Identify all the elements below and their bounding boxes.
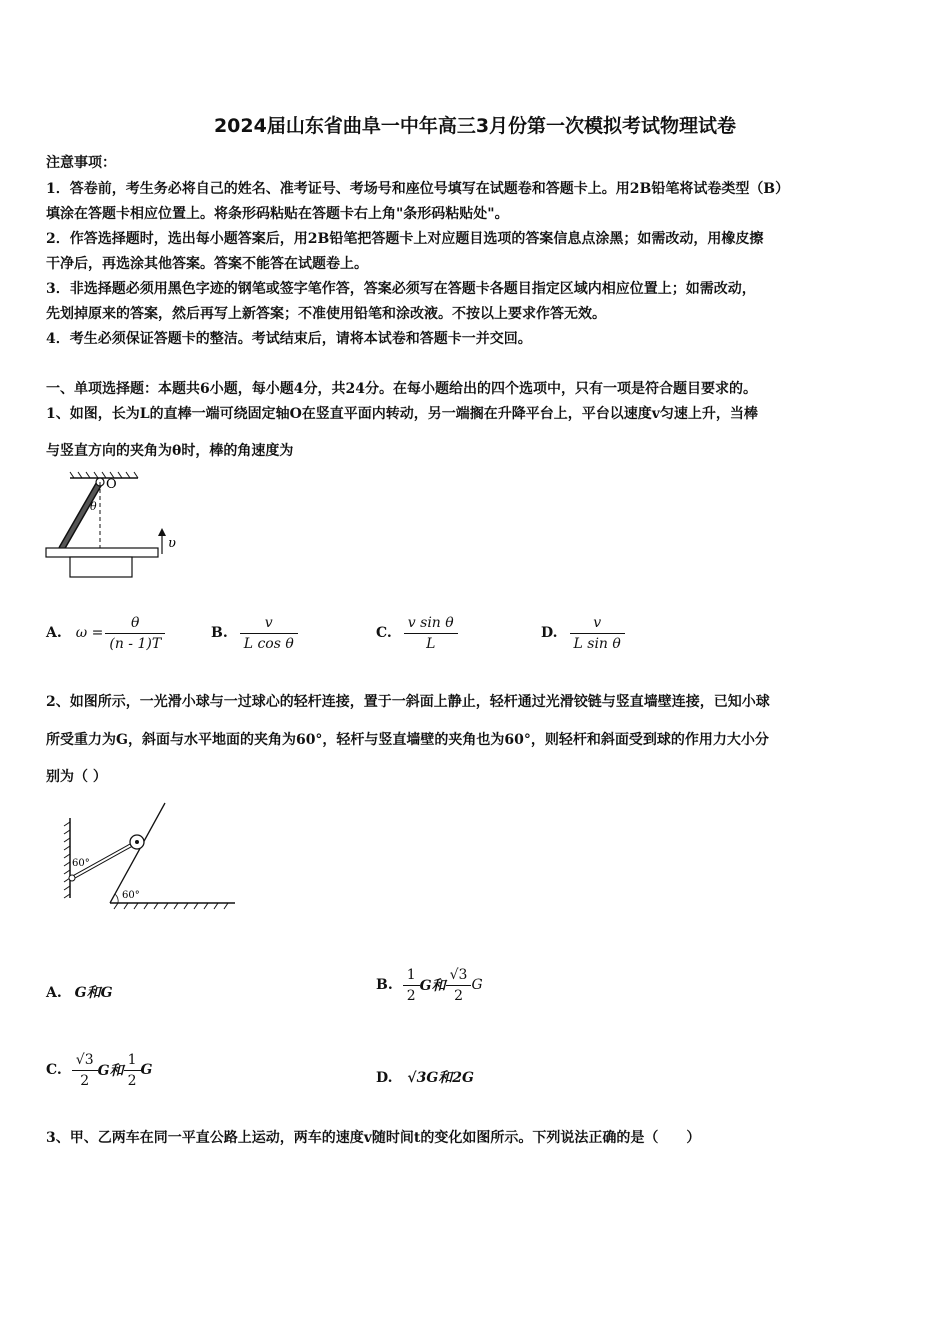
rod-platform-figure: [40, 470, 190, 585]
omega-lhs: ω =: [75, 625, 104, 641]
label-v: υ: [168, 536, 176, 551]
label-ground-angle: 60°: [122, 890, 140, 901]
option-text: G和: [97, 1063, 124, 1079]
option-text: G和: [419, 978, 446, 994]
question-2-text: 2、如图所示，一光滑小球与一过球心的轻杆连接，置于一斜面上静止，轻杆通过光滑铰链与竖直墙壁连接，已知小球: [46, 694, 770, 710]
section-heading: 一、单项选择题：本题共6小题，每小题4分，共24分。在每小题给出的四个选项中，只有一项是符合题目要求的。: [46, 381, 757, 397]
option-letter: A.: [46, 625, 62, 641]
label-wall-angle: 60°: [72, 858, 90, 869]
question-1-text: 1、如图，长为L的直棒一端可绕固定轴O在竖直平面内转动，另一端搁在升降平台上，平台以速度v匀速上升，当棒: [46, 406, 758, 422]
option-text: √3G和2G: [407, 1070, 474, 1086]
fraction: $\frac{\text{v sin θ}}{L}$: [404, 615, 458, 652]
notes-line: 3．非选择题必须用黑色字迹的钢笔或签字笔作答，答案必须写在答题卡各题目指定区域内相应位置上；如需改动，: [46, 281, 756, 297]
q1-option-b[interactable]: [211, 608, 298, 658]
option-letter: D.: [541, 625, 558, 641]
label-theta: θ: [90, 500, 97, 513]
q2-option-a[interactable]: [46, 982, 113, 1002]
notes-line: 干净后，再选涂其他答案。答案不能答在试题卷上。: [46, 256, 368, 272]
fraction: $\frac{\theta}{(n - 1)T}$: [105, 615, 165, 652]
q2-option-d[interactable]: [376, 1067, 474, 1087]
option-text: G: [140, 1062, 153, 1078]
fraction: $\frac{1}{2}$: [124, 1052, 141, 1089]
q1-option-d[interactable]: [541, 608, 625, 658]
notes-line: 2．作答选择题时，选出每小题答案后，用2B铅笔把答题卡上对应题目选项的答案信息点涂黑；如需改动，用橡皮擦: [46, 231, 764, 247]
fraction: $\frac{√3}{2}$: [72, 1052, 98, 1089]
ball-incline-figure: [60, 798, 240, 913]
option-letter: A.: [46, 985, 62, 1001]
option-letter: B.: [376, 977, 393, 993]
notes-line: 填涂在答题卡相应位置上。将条形码粘贴在答题卡右上角"条形码粘贴处"。: [46, 206, 509, 222]
fraction: $\frac{v}{\text{L sin θ}}$: [570, 615, 625, 652]
option-letter: B.: [211, 625, 228, 641]
option-letter: C.: [376, 625, 392, 641]
question-3-text: 3、甲、乙两车在同一平直公路上运动，两车的速度v随时间t的变化如图所示。下列说法正确的是（ ）: [46, 1130, 701, 1146]
notes-line: 1．答卷前，考生务必将自己的姓名、准考证号、考场号和座位号填写在试题卷和答题卡上。用2B铅笔将试卷类型（B）: [46, 181, 790, 197]
fraction: $\frac{√3}{2}$: [446, 967, 472, 1004]
fraction: $\frac{1}{2}$: [403, 967, 420, 1004]
option-text: G和G: [74, 985, 113, 1001]
page-title: 2024届山东省曲阜一中年高三3月份第一次模拟考试物理试卷: [213, 115, 737, 137]
option-text: G: [471, 977, 483, 993]
q2-option-c[interactable]: [46, 1045, 152, 1095]
fraction: $\frac{v}{\text{L cos θ}}$: [240, 615, 298, 652]
q1-option-a[interactable]: [46, 608, 165, 658]
option-letter: C.: [46, 1062, 62, 1078]
question-1-text: 与竖直方向的夹角为θ时，棒的角速度为: [46, 443, 294, 459]
q1-option-c[interactable]: [376, 608, 458, 658]
notes-line: 4．考生必须保证答题卡的整洁。考试结束后，请将本试卷和答题卡一并交回。: [46, 331, 532, 347]
question-2-text: 别为（ ）: [46, 769, 107, 785]
notes-line: 先划掉原来的答案，然后再写上新答案；不准使用铅笔和涂改液。不按以上要求作答无效。: [46, 306, 606, 322]
q2-option-b[interactable]: [376, 960, 483, 1010]
notes-heading: 注意事项：: [46, 155, 116, 171]
label-o: O: [106, 477, 117, 492]
option-letter: D.: [376, 1070, 393, 1086]
question-2-text: 所受重力为G，斜面与水平地面的夹角为60°，轻杆与竖直墙壁的夹角也为60°，则轻杆和斜面受到球的作用力大小分: [46, 732, 769, 748]
